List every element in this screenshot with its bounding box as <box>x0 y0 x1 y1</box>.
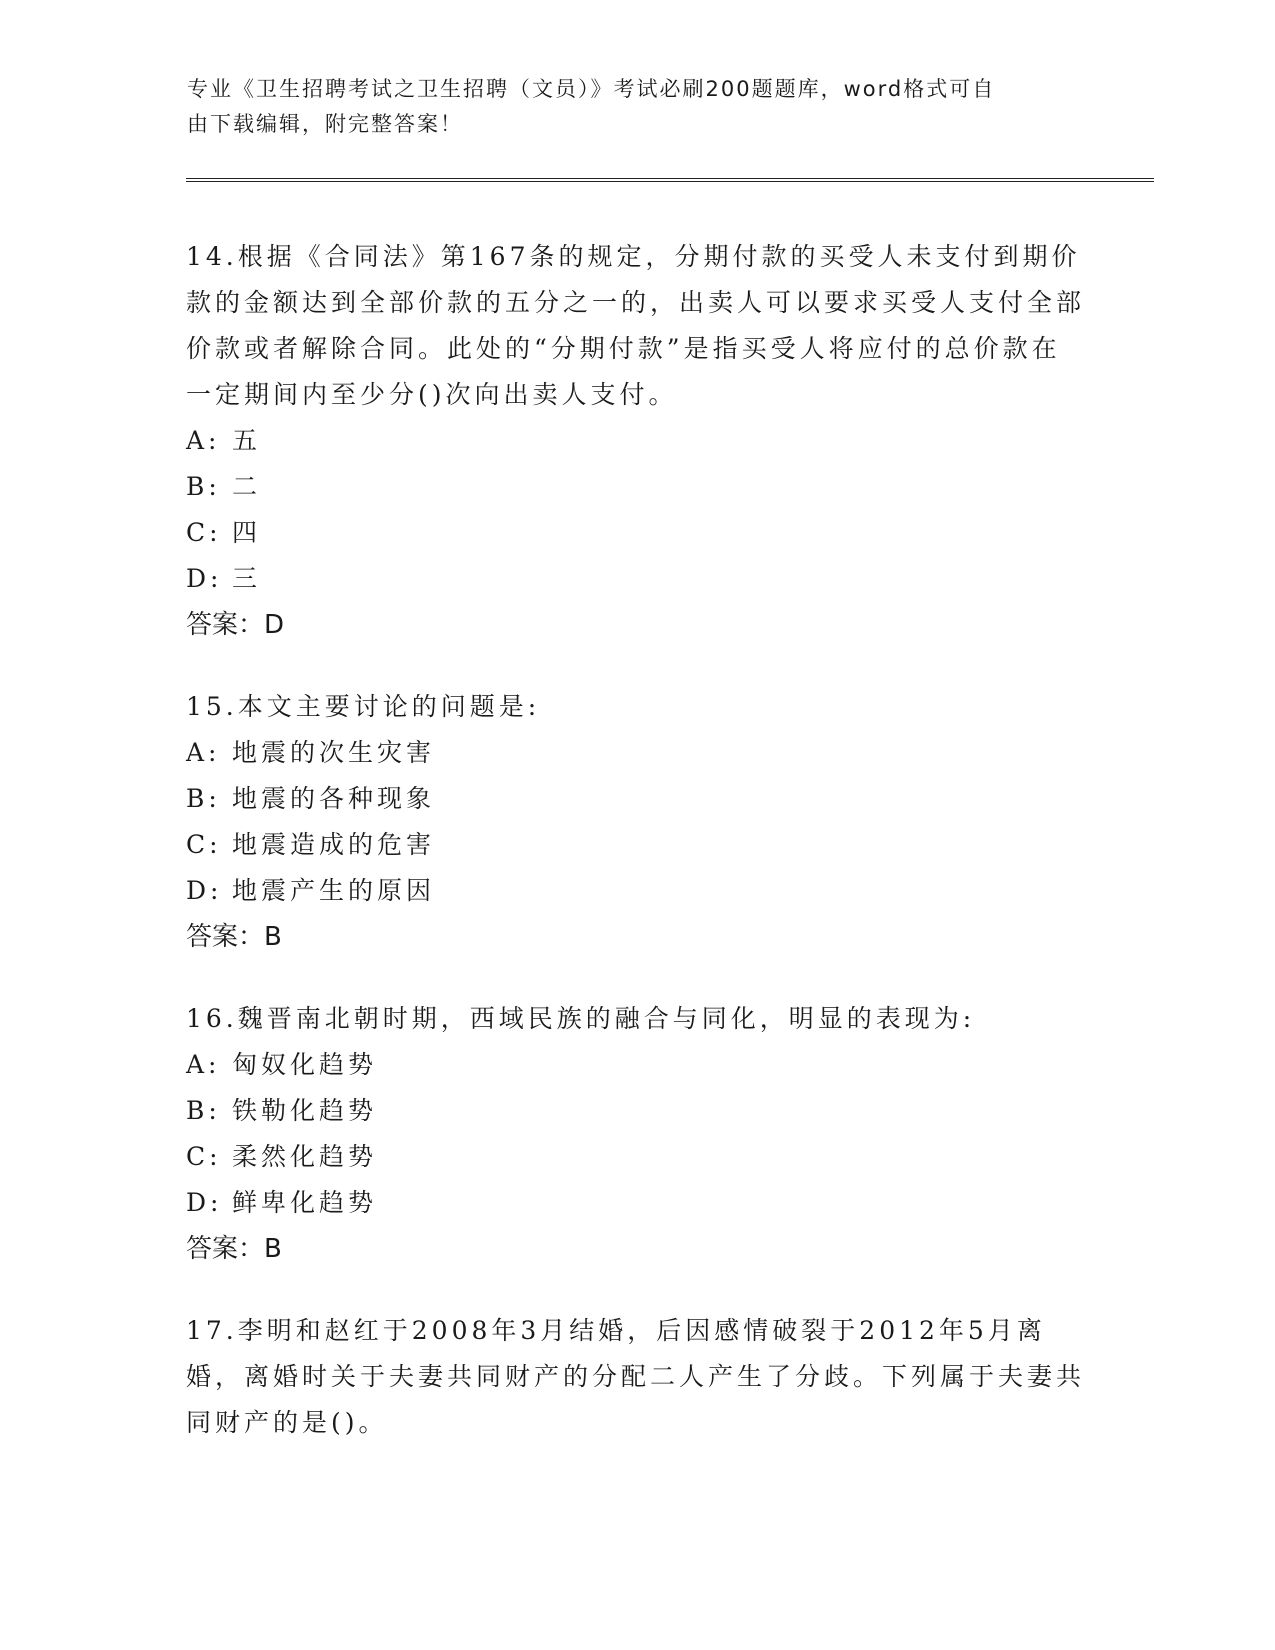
header-line-2: 由下载编辑，附完整答案！ <box>187 112 463 136</box>
option-text: 地震造成的危害 <box>232 830 436 859</box>
option-text: 二 <box>232 472 262 501</box>
option-a <box>186 418 1086 464</box>
option-text: 地震的次生灾害 <box>232 738 436 767</box>
option-text: 柔然化趋势 <box>232 1142 378 1171</box>
answer-line: 答案：D <box>186 610 285 640</box>
option-text: 匈奴化趋势 <box>232 1050 378 1079</box>
answer-line: 答案：B <box>186 922 282 952</box>
header-divider <box>186 178 1154 182</box>
option-key: B: <box>186 472 221 501</box>
option-c <box>186 510 1086 556</box>
option-text: 地震产生的原因 <box>232 876 436 905</box>
document-header <box>187 72 1067 142</box>
question-16 <box>186 996 1086 1272</box>
option-a <box>186 1042 1086 1088</box>
option-key: D: <box>186 1188 223 1217</box>
option-text: 五 <box>232 426 262 455</box>
option-text: 铁勒化趋势 <box>232 1096 378 1125</box>
header-line-1: 专业《卫生招聘考试之卫生招聘（文员）》考试必刷200题题库，word格式可自 <box>187 77 996 101</box>
option-key: C: <box>186 1142 222 1171</box>
option-d <box>186 556 1086 602</box>
option-text: 四 <box>232 518 262 547</box>
option-key: D: <box>186 564 223 593</box>
question-stem: 14.根据《合同法》第167条的规定，分期付款的买受人未支付到期价款的金额达到全部价款的五分之一的，出卖人可以要求买受人支付全部价款或者解除合同。此处的“分期付款”是指买受人将应付的总价款在一定期间内至少分()次向出卖人支付。 <box>186 242 1086 409</box>
option-text: 三 <box>232 564 262 593</box>
question-14 <box>186 234 1086 648</box>
question-list <box>186 234 1086 1482</box>
option-key: A: <box>186 738 221 767</box>
option-text: 地震的各种现象 <box>232 784 436 813</box>
option-c <box>186 1134 1086 1180</box>
option-d <box>186 868 1086 914</box>
option-b <box>186 1088 1086 1134</box>
option-key: C: <box>186 518 222 547</box>
option-c <box>186 822 1086 868</box>
option-b <box>186 464 1086 510</box>
option-d <box>186 1180 1086 1226</box>
option-a <box>186 730 1086 776</box>
option-key: B: <box>186 784 221 813</box>
option-key: B: <box>186 1096 221 1125</box>
question-stem: 17.李明和赵红于2008年3月结婚，后因感情破裂于2012年5月离婚，离婚时关于夫妻共同财产的分配二人产生了分歧。下列属于夫妻共同财产的是()。 <box>186 1316 1086 1437</box>
question-stem: 15.本文主要讨论的问题是: <box>186 692 541 721</box>
option-b <box>186 776 1086 822</box>
option-key: A: <box>186 1050 221 1079</box>
option-text: 鲜卑化趋势 <box>232 1188 378 1217</box>
option-key: A: <box>186 426 221 455</box>
question-15 <box>186 684 1086 960</box>
option-key: C: <box>186 830 222 859</box>
option-key: D: <box>186 876 223 905</box>
answer-line: 答案：B <box>186 1234 282 1264</box>
question-stem: 16.魏晋南北朝时期，西域民族的融合与同化，明显的表现为: <box>186 1004 976 1033</box>
question-17 <box>186 1308 1086 1446</box>
